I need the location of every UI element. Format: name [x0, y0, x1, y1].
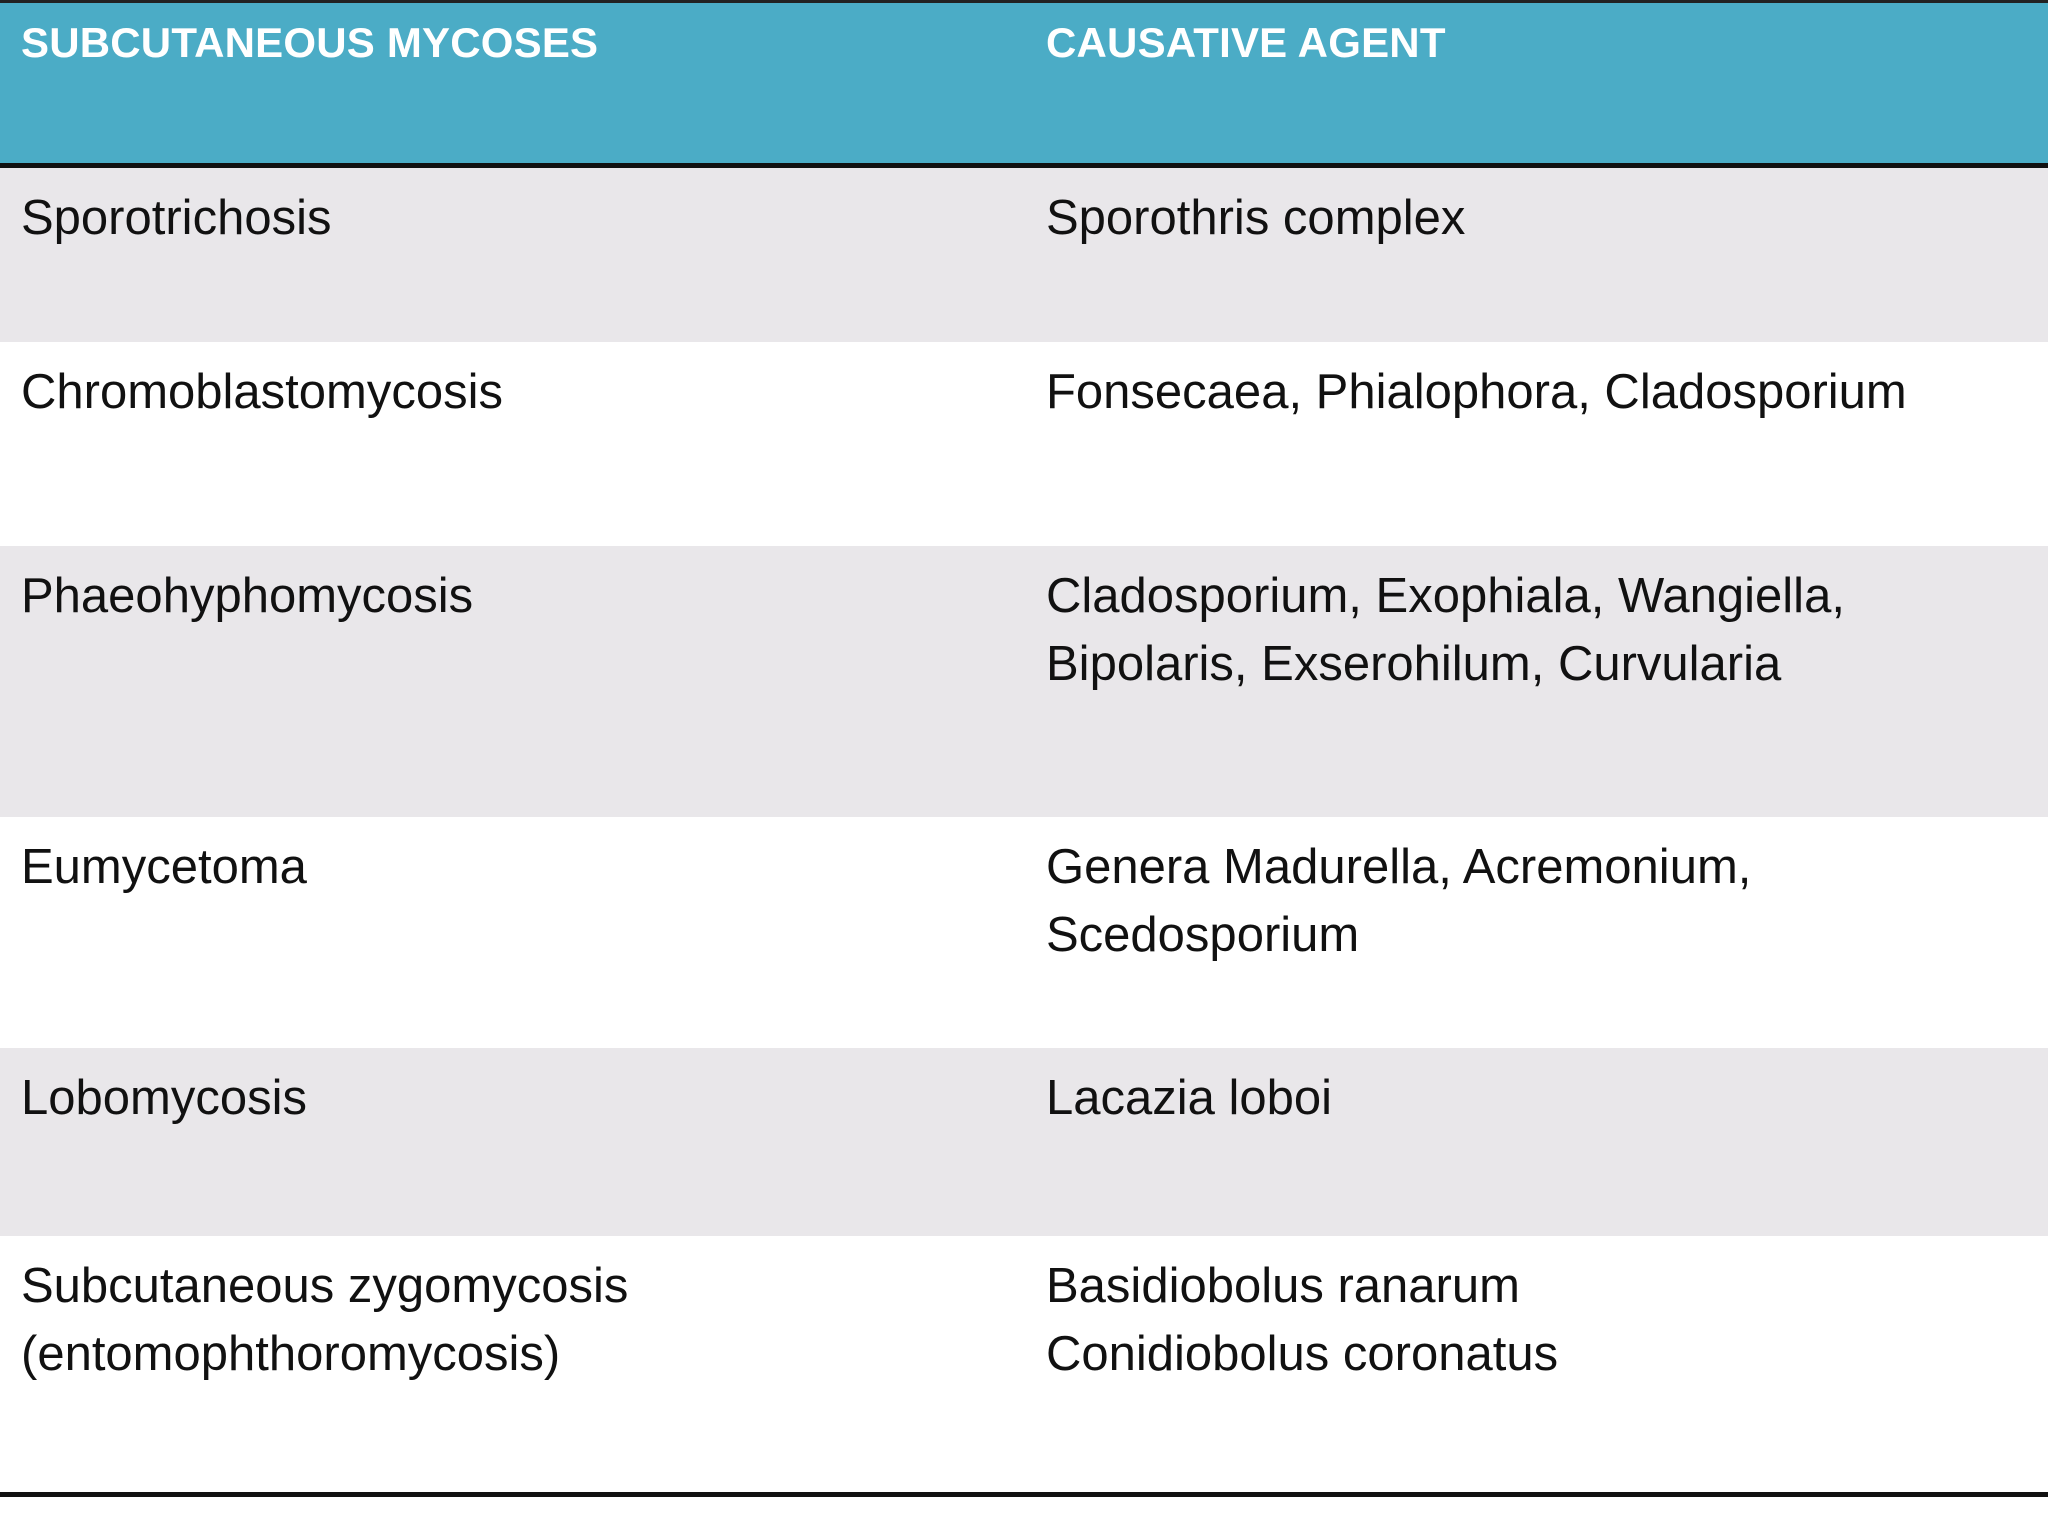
disease-cell — [21, 833, 307, 901]
agent-text: Lacazia loboi — [1046, 1071, 1333, 1125]
disease-text: Sporotrichosis — [21, 191, 332, 245]
agent-cell — [1046, 1252, 1558, 1388]
agent-cell — [1046, 1064, 1332, 1132]
table-row — [0, 168, 2048, 342]
table-row — [0, 817, 2048, 1048]
table-row — [0, 1236, 2048, 1492]
disease-text: (entomophthoromycosis) — [21, 1327, 561, 1381]
table-row — [0, 342, 2048, 546]
disease-text: Chromoblastomycosis — [21, 365, 503, 419]
agent-text: Basidiobolus ranarum — [1046, 1259, 1520, 1313]
disease-text: Subcutaneous zygomycosis — [21, 1259, 629, 1313]
agent-cell — [1046, 833, 1751, 969]
table-row — [0, 1048, 2048, 1236]
disease-cell — [21, 1064, 307, 1132]
disease-cell — [21, 562, 473, 630]
agent-text: Sporothris complex — [1046, 191, 1466, 245]
agent-text: Conidiobolus coronatus — [1046, 1327, 1559, 1381]
agent-text: Cladosporium, Exophiala, Wangiella, — [1046, 569, 1845, 623]
table-row — [0, 546, 2048, 817]
agent-cell — [1046, 358, 1907, 426]
agent-cell — [1046, 562, 1845, 698]
agent-cell — [1046, 184, 1465, 252]
header-mycoses: SUBCUTANEOUS MYCOSES — [21, 19, 599, 66]
disease-text: Phaeohyphomycosis — [21, 569, 474, 623]
table-header — [0, 0, 2048, 168]
header-causative-agent: CAUSATIVE AGENT — [1046, 19, 1446, 66]
disease-cell — [21, 358, 503, 426]
agent-text: Fonsecaea, Phialophora, Cladosporium — [1046, 365, 1907, 419]
agent-text: Bipolaris, Exserohilum, Curvularia — [1046, 637, 1782, 691]
disease-text: Eumycetoma — [21, 840, 307, 894]
disease-text: Lobomycosis — [21, 1071, 307, 1125]
disease-cell — [21, 1252, 628, 1388]
disease-cell — [21, 184, 331, 252]
agent-text: Genera Madurella, Acremonium, — [1046, 840, 1752, 894]
agent-text: Scedosporium — [1046, 908, 1360, 962]
table-bottom-border — [0, 1492, 2048, 1497]
